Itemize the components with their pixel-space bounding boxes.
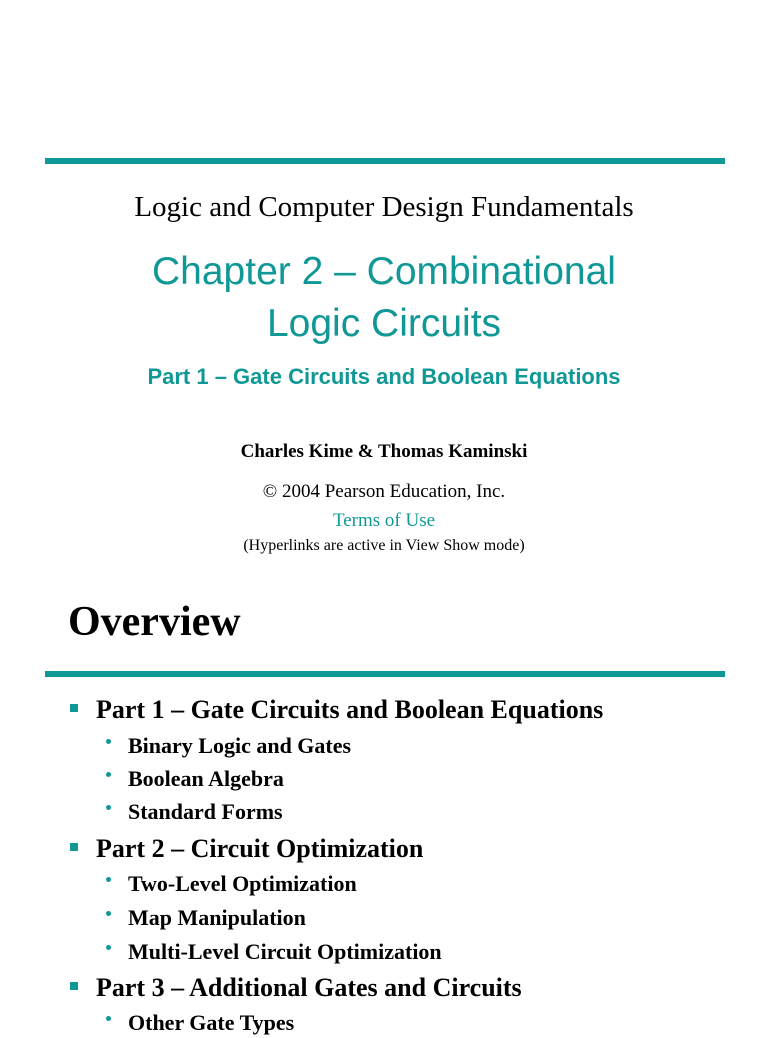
outline-part-3 <box>70 972 522 1004</box>
square-bullet-icon <box>70 843 78 851</box>
square-bullet-icon <box>70 982 78 990</box>
outline-item-label: Multi-Level Circuit Optimization <box>128 939 442 964</box>
authors: Charles Kime & Thomas Kaminski <box>240 441 528 462</box>
dot-bullet-icon <box>106 739 111 744</box>
terms-of-use-link[interactable]: Terms of Use <box>332 510 436 531</box>
outline-item-label: Other Gate Types <box>128 1010 295 1035</box>
dot-bullet-icon <box>106 772 111 777</box>
outline-item-label: Map Manipulation <box>128 905 306 930</box>
outline-part-2 <box>70 833 423 865</box>
chapter-title-line-1: Chapter 2 – Combinational <box>152 250 616 293</box>
outline-item <box>106 1008 294 1038</box>
outline-item <box>106 937 442 967</box>
dot-bullet-icon <box>106 1016 111 1021</box>
outline-item-label: Boolean Algebra <box>128 766 284 791</box>
square-bullet-icon <box>70 704 78 712</box>
outline-item-label: Two-Level Optimization <box>128 871 357 896</box>
overview-title-rule <box>45 671 725 677</box>
copyright-notice: © 2004 Pearson Education, Inc. <box>262 481 506 502</box>
part-subtitle: Part 1 – Gate Circuits and Boolean Equations <box>147 364 621 389</box>
dot-bullet-icon <box>106 805 111 810</box>
outline-part-label: Part 3 – Additional Gates and Circuits <box>96 973 522 1002</box>
outline-item-label: Standard Forms <box>128 799 283 824</box>
outline-item-label: Binary Logic and Gates <box>128 733 352 758</box>
hyperlink-note: (Hyperlinks are active in View Show mode) <box>243 537 525 554</box>
title-top-rule <box>45 158 725 164</box>
dot-bullet-icon <box>106 911 111 916</box>
outline-item <box>106 903 306 933</box>
outline-item <box>106 869 357 899</box>
outline-item <box>106 797 283 827</box>
outline-part-1 <box>70 694 603 726</box>
outline-item <box>106 764 284 794</box>
dot-bullet-icon <box>106 877 111 882</box>
chapter-title <box>0 246 768 350</box>
overview-title: Overview <box>68 599 241 645</box>
outline-part-label: Part 2 – Circuit Optimization <box>96 834 424 863</box>
chapter-title-line-2: Logic Circuits <box>266 302 502 345</box>
outline-part-label: Part 1 – Gate Circuits and Boolean Equations <box>96 695 604 724</box>
book-title: Logic and Computer Design Fundamentals <box>134 191 634 223</box>
outline-item <box>106 731 351 761</box>
dot-bullet-icon <box>106 945 111 950</box>
